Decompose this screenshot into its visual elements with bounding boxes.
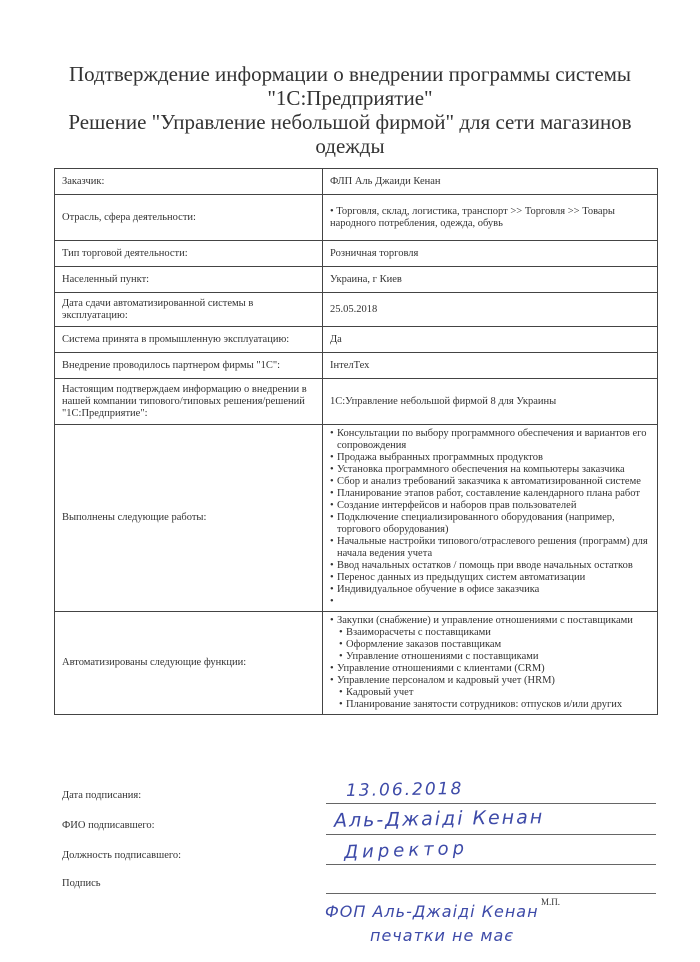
signer-position-label: Должность подписавшего:: [62, 850, 182, 861]
document-heading: [40, 62, 660, 158]
list-item: • Управление отношениями с поставщиками: [330, 651, 650, 663]
list-item: • Сбор и анализ требований заказчика к автоматизированной системе: [330, 476, 650, 488]
list-item: • Индивидуальное обучение в офисе заказчика: [330, 584, 650, 596]
signing-date-handwritten: 13.06.2018: [345, 778, 464, 802]
works-list: [330, 428, 650, 608]
list-item: • Кадровый учет: [330, 687, 650, 699]
row-value-accepted: Да: [323, 327, 658, 353]
row-value-industry: • Торговля, склад, логистика, транспорт >> Торговля >> Товары народного потребления, одежда, обувь: [323, 195, 658, 241]
list-item: • Планирование этапов работ, составление календарного плана работ: [330, 488, 650, 500]
list-item: • Планирование занятости сотрудников: отпусков и/или других: [330, 699, 650, 711]
row-label-delivery-date: Дата сдачи автоматизированной системы в эксплуатацию:: [55, 293, 323, 327]
row-value-partner: ІнтелТех: [323, 353, 658, 379]
table-row: [55, 327, 658, 353]
no-stamp-note-line-1: ФОП Аль-Джаіді Кенан: [325, 902, 539, 921]
signature-line: [326, 893, 656, 894]
signer-name-handwritten: Аль-Джаіді Кенан: [333, 806, 545, 832]
row-value-customer: ФЛП Аль Джаиди Кенан: [323, 169, 658, 195]
table-row: [55, 267, 658, 293]
row-label-industry: Отрасль, сфера деятельности:: [55, 195, 323, 241]
row-value-delivery-date: 25.05.2018: [323, 293, 658, 327]
heading-line-3: Решение "Управление небольшой фирмой" для сети магазинов: [68, 110, 632, 134]
row-value-locality: Украина, г Киев: [323, 267, 658, 293]
list-item: • Консультации по выбору программного обеспечения и вариантов его сопровождения: [330, 428, 650, 452]
list-item: • Начальные настройки типового/отраслевого решения (программ) для начала ведения учета: [330, 536, 650, 560]
list-item: • Подключение специализированного оборудования (например, торгового оборудования): [330, 512, 650, 536]
row-label-locality: Населенный пункт:: [55, 267, 323, 293]
row-label-trade-type: Тип торговой деятельности:: [55, 241, 323, 267]
row-label-functions: Автоматизированы следующие функции:: [55, 612, 323, 715]
heading-line-4: одежды: [315, 134, 385, 158]
signer-name-line: [326, 834, 656, 835]
table-row: [55, 612, 658, 715]
list-item: • Закупки (снабжение) и управление отношениями с поставщиками: [330, 615, 650, 627]
row-label-works: Выполнены следующие работы:: [55, 425, 323, 612]
no-stamp-note-line-2: печатки не має: [370, 926, 515, 945]
no-stamp-note: [325, 900, 655, 948]
row-value-solution: 1С:Управление небольшой фирмой 8 для Украины: [323, 379, 658, 425]
list-item: • Управление персоналом и кадровый учет (HRM): [330, 675, 650, 687]
list-item: • Создание интерфейсов и наборов прав пользователей: [330, 500, 650, 512]
signature-label: Подпись: [62, 878, 101, 889]
row-value-works: [323, 425, 658, 612]
functions-list: [330, 615, 650, 711]
table-row: [55, 195, 658, 241]
signing-date-line: [326, 803, 656, 804]
list-item: [330, 596, 650, 608]
list-item: • Взаиморасчеты с поставщиками: [330, 627, 650, 639]
signer-position-handwritten: Директор: [343, 837, 469, 864]
signer-position-line: [326, 864, 656, 865]
table-row: [55, 293, 658, 327]
heading-line-2: "1С:Предприятие": [267, 86, 433, 110]
row-label-customer: Заказчик:: [55, 169, 323, 195]
row-value-trade-type: Розничная торговля: [323, 241, 658, 267]
list-item: • Ввод начальных остатков / помощь при вводе начальных остатков: [330, 560, 650, 572]
list-item: • Продажа выбранных программных продуктов: [330, 452, 650, 464]
table-row: [55, 379, 658, 425]
row-label-accepted: Система принята в промышленную эксплуатацию:: [55, 327, 323, 353]
list-item: • Установка программного обеспечения на компьютеры заказчика: [330, 464, 650, 476]
heading-line-1: Подтверждение информации о внедрении программы системы: [68, 62, 632, 86]
table-row: [55, 353, 658, 379]
row-label-solution: Настоящим подтверждаем информацию о внедрении в нашей компании типового/типовых решения/решений "1С:Предприятие":: [55, 379, 323, 425]
table-row: [55, 425, 658, 612]
row-label-partner: Внедрение проводилось партнером фирмы "1С":: [55, 353, 323, 379]
list-item: • Оформление заказов поставщикам: [330, 639, 650, 651]
list-item: • Управление отношениями с клиентами (CRM): [330, 663, 650, 675]
table-row: [55, 169, 658, 195]
table-row: [55, 241, 658, 267]
list-item: • Перенос данных из предыдущих систем автоматизации: [330, 572, 650, 584]
stamp-place-label: М.П.: [541, 897, 561, 907]
signer-name-label: ФИО подписавшего:: [62, 820, 155, 831]
implementation-info-table: [54, 168, 658, 715]
signing-date-label: Дата подписания:: [62, 790, 142, 801]
row-value-functions: [323, 612, 658, 715]
